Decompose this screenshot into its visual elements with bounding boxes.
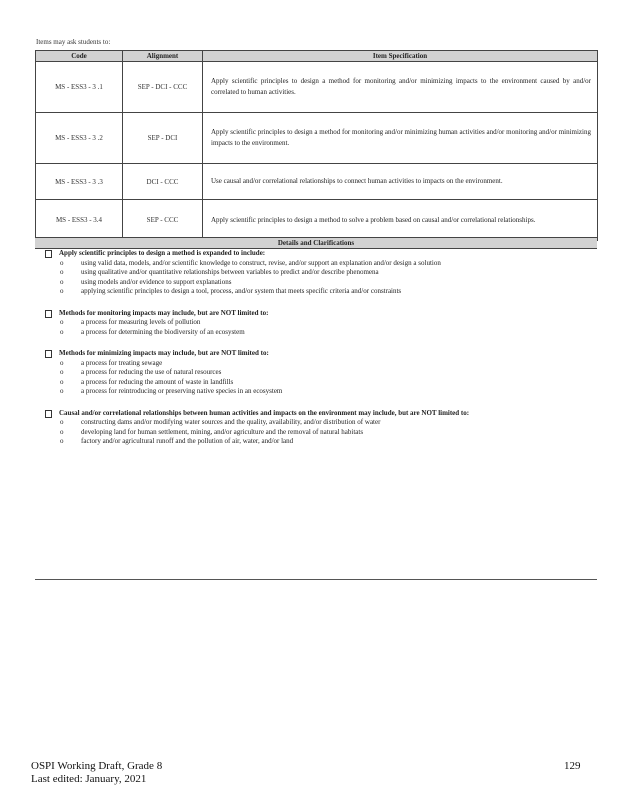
table-row bbox=[36, 62, 598, 113]
footer-title: OSPI Working Draft, Grade 8 bbox=[31, 760, 163, 772]
list-item: o a process for treating sewage bbox=[60, 358, 163, 367]
list-item: o a process for reducing the use of natural resources bbox=[60, 368, 222, 376]
circle-bullet-icon: o bbox=[60, 268, 64, 276]
row-alignment: SEP - DCI bbox=[123, 113, 203, 164]
circle-bullet-icon: o bbox=[60, 427, 64, 436]
row-code: MS - ESS3 - 3 .3 bbox=[36, 164, 123, 200]
list-item: o using qualitative and/or quantitative relationships between variables to predict and/or describe phenomena bbox=[60, 268, 379, 276]
list-item: o applying scientific principles to design a tool, process, and/or system that meets specific criteria and/or constraints bbox=[60, 287, 402, 295]
details-bottom-border bbox=[35, 579, 597, 580]
intro-text: Items may ask students to: bbox=[36, 38, 111, 46]
circle-bullet-icon: o bbox=[60, 418, 64, 426]
group-heading: Apply scientific principles to design a method is expanded to include: bbox=[59, 249, 266, 257]
checkbox-bullet-icon bbox=[45, 310, 52, 318]
footer-edited: Last edited: January, 2021 bbox=[31, 773, 147, 785]
table-header-row bbox=[36, 51, 598, 62]
details-heading: Details and Clarifications bbox=[35, 237, 597, 249]
header-code: Code bbox=[36, 51, 123, 62]
row-alignment: SEP - CCC bbox=[123, 200, 203, 241]
row-spec: Apply scientific principles to design a method for monitoring and/or minimizing human activities and/or monitoring and/or minimizing impacts to the environment. bbox=[203, 113, 598, 164]
page-footer bbox=[31, 760, 162, 786]
group-heading: Causal and/or correlational relationships between human activities and impacts on the environment may include, but are NOT limited to: bbox=[59, 408, 470, 417]
row-alignment: SEP - DCI - CCC bbox=[123, 62, 203, 113]
circle-bullet-icon: o bbox=[60, 358, 64, 367]
list-item: o using valid data, models, and/or scientific knowledge to construct, revise, and/or support an explanation and/or design a solution bbox=[60, 258, 441, 267]
list-item: o a process for reintroducing or preserving native species in an ecosystem bbox=[60, 387, 283, 395]
list-item: o using models and/or evidence to support explanations bbox=[60, 277, 232, 286]
group-heading: Methods for minimizing impacts may include, but are NOT limited to: bbox=[59, 349, 269, 357]
list-item: o developing land for human settlement, mining, and/or agriculture and the removal of natural habitats bbox=[60, 427, 364, 436]
row-spec: Apply scientific principles to design a method for monitoring and/or minimizing impacts to the environment caused by and/or correlated to human activities. bbox=[203, 62, 598, 113]
details-group bbox=[35, 349, 597, 397]
row-code: MS - ESS3 - 3.4 bbox=[36, 200, 123, 241]
table-row bbox=[36, 200, 598, 241]
checkbox-bullet-icon bbox=[45, 250, 52, 258]
circle-bullet-icon: o bbox=[60, 258, 64, 267]
details-group bbox=[35, 409, 597, 447]
circle-bullet-icon: o bbox=[60, 437, 64, 445]
row-spec: Use causal and/or correlational relationships to connect human activities to impacts on the environment. bbox=[203, 164, 598, 200]
row-code: MS - ESS3 - 3 .2 bbox=[36, 113, 123, 164]
table-row bbox=[36, 113, 598, 164]
item-spec-table bbox=[35, 50, 598, 241]
details-group bbox=[35, 309, 597, 338]
details-group bbox=[35, 249, 597, 297]
details-section bbox=[35, 249, 597, 459]
circle-bullet-icon: o bbox=[60, 318, 64, 326]
circle-bullet-icon: o bbox=[60, 277, 64, 286]
circle-bullet-icon: o bbox=[60, 387, 64, 395]
list-item: o a process for reducing the amount of waste in landfills bbox=[60, 377, 234, 386]
row-code: MS - ESS3 - 3 .1 bbox=[36, 62, 123, 113]
list-item: o factory and/or agricultural runoff and the pollution of air, water, and/or land bbox=[60, 437, 294, 445]
circle-bullet-icon: o bbox=[60, 327, 64, 336]
checkbox-bullet-icon bbox=[45, 410, 52, 418]
circle-bullet-icon: o bbox=[60, 377, 64, 386]
list-item: o constructing dams and/or modifying water sources and the quality, availability, and/or distribution of water bbox=[60, 418, 381, 426]
circle-bullet-icon: o bbox=[60, 287, 64, 295]
page-number: 129 bbox=[564, 760, 581, 772]
header-alignment: Alignment bbox=[123, 51, 203, 62]
table-row bbox=[36, 164, 598, 200]
checkbox-bullet-icon bbox=[45, 350, 52, 358]
header-spec: Item Specification bbox=[203, 51, 598, 62]
circle-bullet-icon: o bbox=[60, 368, 64, 376]
list-item: o a process for determining the biodiversity of an ecosystem bbox=[60, 327, 245, 336]
row-spec: Apply scientific principles to design a method to solve a problem based on causal and/or correlational relationships. bbox=[203, 200, 598, 241]
list-item: o a process for measuring levels of pollution bbox=[60, 318, 201, 326]
group-heading: Methods for monitoring impacts may include, but are NOT limited to: bbox=[59, 308, 269, 317]
row-alignment: DCI - CCC bbox=[123, 164, 203, 200]
